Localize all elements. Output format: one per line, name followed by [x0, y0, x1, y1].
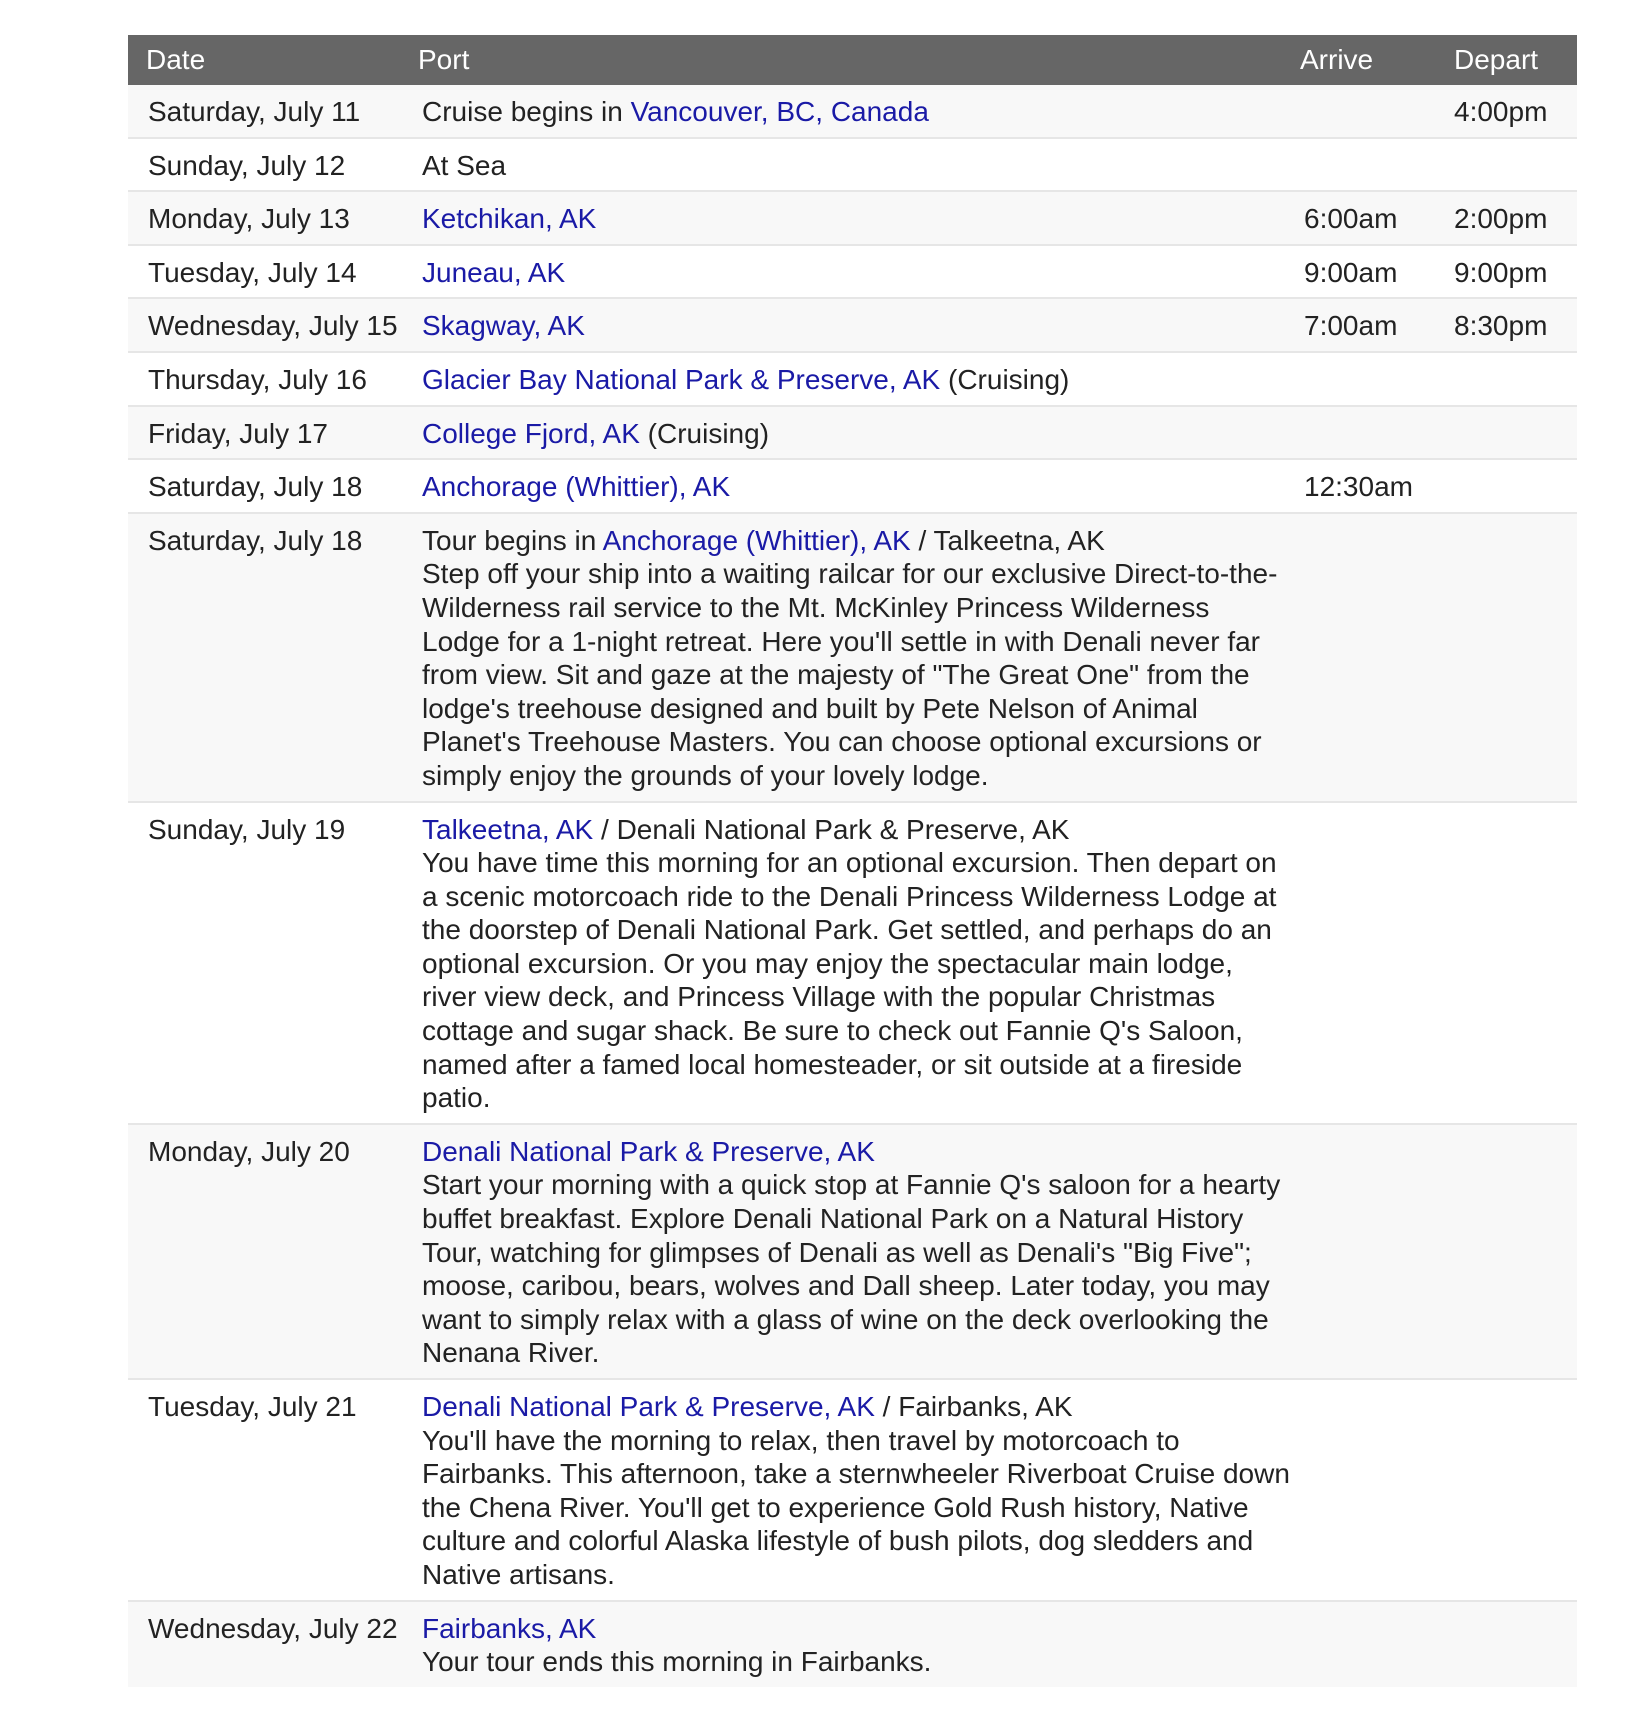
table-row [128, 802, 1577, 1124]
port-link[interactable]: Glacier Bay National Park & Preserve, AK [422, 363, 941, 395]
table-row [128, 1124, 1577, 1379]
column-header-arrive: Arrive [1300, 44, 1374, 75]
row-date: Thursday, July 16 [128, 352, 412, 406]
row-depart: 8:30pm [1438, 298, 1577, 352]
itinerary-body [128, 85, 1577, 1687]
port-suffix: / Talkeetna, AK [910, 524, 1105, 556]
port-link[interactable]: Denali National Park & Preserve, AK [422, 1391, 875, 1422]
port-link[interactable]: Anchorage (Whittier), AK [602, 524, 911, 556]
row-arrive [1292, 352, 1438, 406]
row-port [412, 85, 1292, 138]
row-arrive [1292, 406, 1438, 460]
table-row [128, 1601, 1577, 1687]
row-port [412, 191, 1292, 245]
row-date: Friday, July 17 [128, 406, 412, 460]
row-port [412, 1601, 1292, 1687]
row-date: Wednesday, July 22 [148, 1612, 398, 1644]
row-date: Tuesday, July 14 [128, 245, 412, 299]
row-depart: 9:00pm [1438, 245, 1577, 299]
port-prefix: At Sea [422, 149, 507, 181]
row-arrive: 7:00am [1292, 298, 1438, 352]
row-date: Saturday, July 18 [128, 513, 412, 802]
port-link[interactable]: Vancouver, BC, Canada [630, 96, 929, 127]
column-header-date: Date [146, 44, 206, 75]
row-date: Monday, July 20 [128, 1124, 412, 1379]
row-arrive [1292, 513, 1438, 802]
column-header-depart: Depart [1454, 44, 1539, 75]
row-depart [1438, 1379, 1577, 1601]
row-arrive [1292, 138, 1438, 192]
row-arrive [1292, 85, 1438, 138]
table-row [128, 138, 1577, 192]
port-link[interactable]: Anchorage (Whittier), AK [422, 471, 731, 503]
port-description: Step off your ship into a waiting railcar for our exclusive Direct-to-the-Wilderness rail service to the Mt. McKinley Princess Wilderness Lodge for a 1-night retreat. Here you'll settle in with Denali never far from view. Sit and gaze at the majesty of "The Great One" from the lodge's treehouse designed and built by Pete Nelson of Animal Planet's Treehouse Masters. You can choose optional excursions or simply enjoy the grounds of your lovely lodge. [422, 558, 1278, 791]
port-link[interactable]: Juneau, AK [422, 256, 566, 288]
itinerary-table [128, 35, 1577, 1687]
port-link[interactable]: Fairbanks, AK [422, 1612, 597, 1644]
row-port [412, 459, 1292, 513]
row-date: Tuesday, July 21 [128, 1379, 412, 1601]
port-link[interactable]: Denali National Park & Preserve, AK [422, 1135, 875, 1167]
table-header-row [128, 35, 1577, 85]
row-depart: 4:00pm [1438, 85, 1577, 138]
row-arrive: 12:30am [1292, 459, 1438, 513]
row-arrive [1292, 1124, 1438, 1379]
row-arrive [1292, 1601, 1438, 1687]
table-row [128, 191, 1577, 245]
table-row [128, 85, 1577, 138]
row-date: Sunday, July 19 [128, 802, 412, 1124]
port-prefix: Tour begins in [422, 524, 603, 556]
table-row [128, 406, 1577, 460]
row-arrive [1292, 1379, 1438, 1601]
port-suffix: / Denali National Park & Preserve, AK [593, 813, 1070, 845]
row-depart [1438, 138, 1577, 192]
port-link[interactable]: Talkeetna, AK [422, 813, 594, 845]
port-suffix: (Cruising) [639, 417, 770, 449]
row-port [412, 802, 1292, 1124]
row-port [412, 406, 1292, 460]
row-date: Wednesday, July 15 [128, 298, 412, 352]
row-port [412, 1124, 1292, 1379]
row-arrive: 6:00am [1292, 191, 1438, 245]
table-row [128, 1379, 1577, 1601]
row-depart [1438, 1601, 1577, 1687]
row-date: Saturday, July 11 [128, 85, 412, 138]
port-description: Start your morning with a quick stop at Fannie Q's saloon for a hearty buffet breakfast. Explore Denali National Park on a Natural History Tour, watching for glimpses of Denali as well as Denali's "Big Five"; moose, caribou, bears, wolves and Dall sheep. Later today, you may want to simply relax with a glass of wine on the deck overlooking the Nenana River. [422, 1169, 1281, 1369]
row-depart: 2:00pm [1438, 191, 1577, 245]
row-arrive [1292, 802, 1438, 1124]
port-suffix: / Fairbanks, AK [874, 1391, 1073, 1422]
column-header-port: Port [418, 44, 470, 75]
row-depart [1438, 513, 1577, 802]
row-depart [1438, 1124, 1577, 1379]
row-depart [1438, 802, 1577, 1124]
port-prefix: Cruise begins in [422, 96, 631, 127]
row-depart [1438, 352, 1577, 406]
port-description: You'll have the morning to relax, then travel by motorcoach to Fairbanks. This afternoon, take a sternwheeler Riverboat Cruise down the Chena River. You'll get to experience Gold Rush history, Native culture and colorful Alaska lifestyle of bush pilots, dog sledders and Native artisans. [422, 1424, 1290, 1590]
row-date: Sunday, July 12 [128, 138, 412, 192]
row-port [412, 352, 1292, 406]
row-port [412, 1379, 1292, 1601]
table-row [128, 513, 1577, 802]
row-date: Monday, July 13 [128, 191, 412, 245]
row-port [412, 298, 1292, 352]
port-link[interactable]: Ketchikan, AK [422, 203, 597, 235]
port-link[interactable]: Skagway, AK [422, 310, 585, 342]
row-port [412, 245, 1292, 299]
port-link[interactable]: College Fjord, AK [422, 417, 640, 449]
row-port [412, 138, 1292, 192]
table-row [128, 245, 1577, 299]
row-arrive: 9:00am [1292, 245, 1438, 299]
table-row [128, 298, 1577, 352]
port-description: You have time this morning for an optional excursion. Then depart on a scenic motorcoach ride to the Denali Princess Wilderness Lodge at the doorstep of Denali National Park. Get settled, and perhaps do an optional excursion. Or you may enjoy the spectacular main lodge, river view deck, and Princess Village with the popular Christmas cottage and sugar shack. Be sure to check out Fannie Q's Saloon, named after a famed local homesteader, or sit outside at a fireside patio. [422, 847, 1277, 1114]
table-row [128, 352, 1577, 406]
row-depart [1438, 406, 1577, 460]
port-suffix: (Cruising) [940, 363, 1070, 395]
row-port [412, 513, 1292, 802]
row-date: Saturday, July 18 [128, 459, 412, 513]
port-description: Your tour ends this morning in Fairbanks. [422, 1646, 932, 1678]
table-row [128, 459, 1577, 513]
row-depart [1438, 459, 1577, 513]
